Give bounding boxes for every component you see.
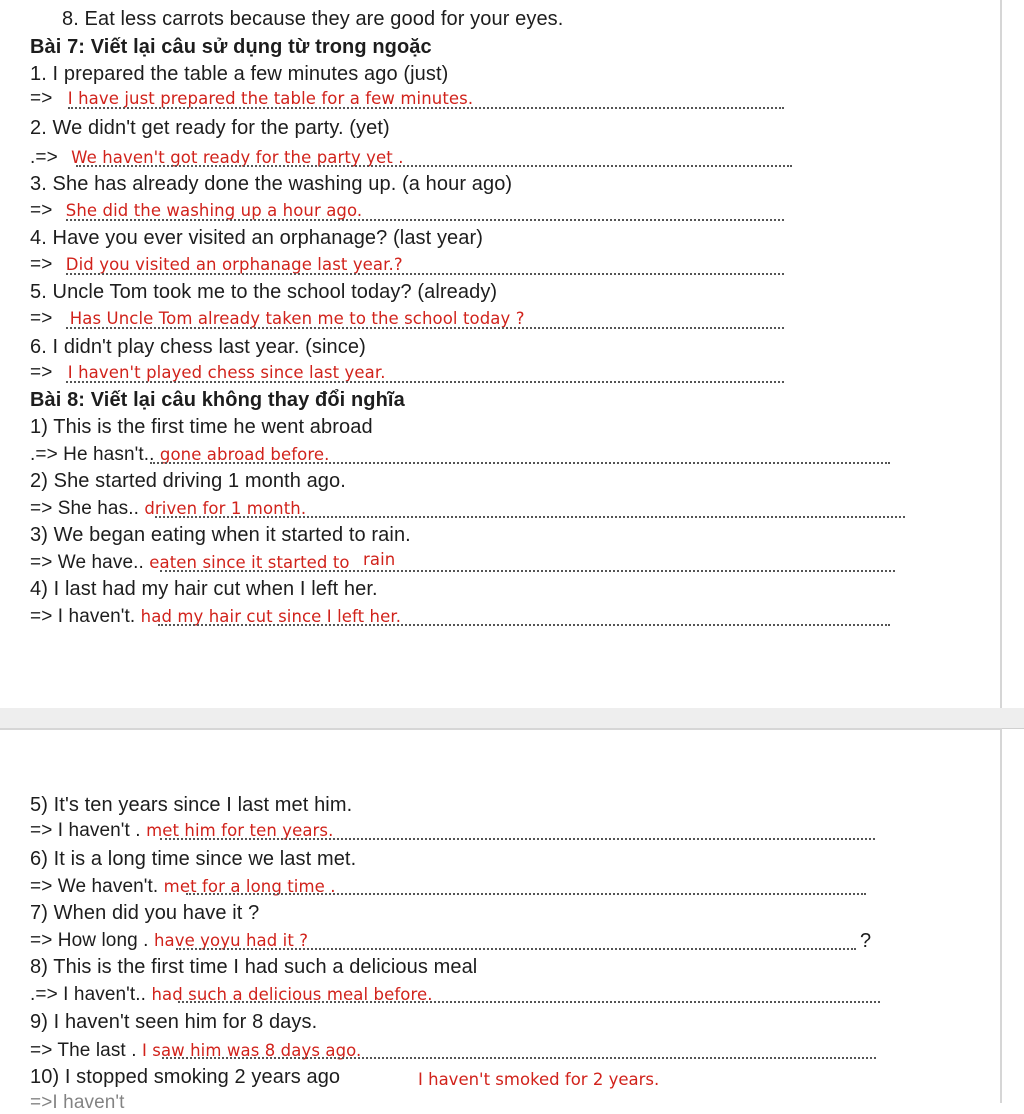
handwritten-answer: I haven't smoked for 2 years. bbox=[418, 1070, 660, 1089]
question: 1. I prepared the table a few minutes ago (just) bbox=[30, 63, 449, 85]
question: 5) It's ten years since I last met him. bbox=[30, 794, 353, 816]
answer-dotted-line bbox=[68, 107, 784, 109]
question: 10) I stopped smoking 2 years ago bbox=[30, 1066, 341, 1088]
handwritten-answer: I saw him was 8 days ago. bbox=[141, 1041, 362, 1060]
handwritten-answer: eaten since it started to bbox=[149, 553, 350, 572]
answer-prefix: => bbox=[30, 200, 53, 221]
answer-prefix: => The last . bbox=[30, 1040, 137, 1061]
worksheet-page-2 bbox=[0, 728, 1002, 1113]
answer-prefix: => bbox=[30, 362, 53, 383]
handwritten-answer-extra: rain bbox=[363, 550, 396, 569]
answer-prefix: => bbox=[30, 308, 53, 329]
answer-prefix: => bbox=[30, 254, 53, 275]
question: 3) We began eating when it started to rain. bbox=[30, 524, 411, 546]
question: 2) She started driving 1 month ago. bbox=[30, 470, 346, 492]
answer-dotted-line bbox=[176, 948, 856, 950]
handwritten-answer: had such a delicious meal before. bbox=[151, 985, 433, 1004]
question: 1) This is the first time he went abroad bbox=[30, 416, 373, 438]
question: 7) When did you have it ? bbox=[30, 902, 260, 924]
answer-prefix: .=> bbox=[30, 147, 58, 168]
answer-prefix: => I haven't . bbox=[30, 820, 141, 841]
answer-dotted-line bbox=[178, 1001, 880, 1003]
handwritten-answer: Has Uncle Tom already taken me to the school today ? bbox=[69, 309, 525, 328]
question: 3. She has already done the washing up. (a hour ago) bbox=[30, 173, 513, 195]
answer-prefix-cutoff: =>I haven't bbox=[30, 1092, 125, 1113]
handwritten-answer: driven for 1 month. bbox=[144, 499, 307, 518]
handwritten-answer: met for a long time . bbox=[163, 877, 336, 896]
handwritten-answer: have yoyu had it ? bbox=[153, 931, 309, 950]
answer-prefix: => She has.. bbox=[30, 498, 139, 519]
answer-prefix: .=> He hasn't.. bbox=[30, 444, 155, 465]
handwritten-answer: gone abroad before. bbox=[159, 445, 330, 464]
handwritten-answer: met him for ten years. bbox=[146, 821, 334, 840]
answer-prefix: .=> I haven't.. bbox=[30, 984, 147, 1005]
answer-dotted-line bbox=[158, 624, 890, 626]
exercise-8-line: 8. Eat less carrots because they are good for your eyes. bbox=[62, 8, 564, 30]
question: 8) This is the first time I had such a delicious meal bbox=[30, 956, 478, 978]
question: 5. Uncle Tom took me to the school today? (already) bbox=[30, 281, 498, 303]
answer-question-mark: ? bbox=[860, 930, 872, 952]
handwritten-answer: I have just prepared the table for a few minutes. bbox=[67, 89, 474, 108]
answer-prefix: => bbox=[30, 88, 53, 109]
handwritten-answer: She did the washing up a hour ago. bbox=[65, 201, 363, 220]
section-title-bai7: Bài 7: Viết lại câu sử dụng từ trong ngoặc bbox=[30, 36, 432, 58]
answer-dotted-line bbox=[155, 516, 905, 518]
handwritten-answer: We haven't got ready for the party yet . bbox=[71, 148, 404, 167]
handwritten-answer: I haven't played chess since last year. bbox=[67, 363, 386, 382]
handwritten-answer: had my hair cut since I left her. bbox=[140, 607, 402, 626]
question: 6) It is a long time since we last met. bbox=[30, 848, 357, 870]
answer-dotted-line bbox=[66, 327, 784, 329]
section-title-bai8: Bài 8: Viết lại câu không thay đổi nghĩa bbox=[30, 389, 405, 411]
answer-dotted-line bbox=[66, 219, 784, 221]
question: 9) I haven't seen him for 8 days. bbox=[30, 1011, 318, 1033]
answer-dotted-line bbox=[76, 165, 792, 167]
question: 2. We didn't get ready for the party. (yet) bbox=[30, 117, 390, 139]
answer-prefix: => We have.. bbox=[30, 552, 144, 573]
answer-prefix: => I haven't. bbox=[30, 606, 136, 627]
answer-dotted-line bbox=[162, 1057, 876, 1059]
answer-dotted-line bbox=[160, 570, 895, 572]
answer-prefix: => How long . bbox=[30, 930, 149, 951]
answer-dotted-line bbox=[150, 462, 890, 464]
question: 4. Have you ever visited an orphanage? (last year) bbox=[30, 227, 484, 249]
handwritten-answer: Did you visited an orphanage last year.? bbox=[65, 255, 403, 274]
answer-dotted-line bbox=[186, 893, 866, 895]
page-separator bbox=[0, 708, 1024, 729]
answer-dotted-line bbox=[66, 273, 784, 275]
answer-dotted-line bbox=[160, 838, 875, 840]
answer-dotted-line bbox=[66, 381, 784, 383]
question: 6. I didn't play chess last year. (since) bbox=[30, 336, 366, 358]
question: 4) I last had my hair cut when I left her. bbox=[30, 578, 378, 600]
answer-prefix: => We haven't. bbox=[30, 876, 159, 897]
